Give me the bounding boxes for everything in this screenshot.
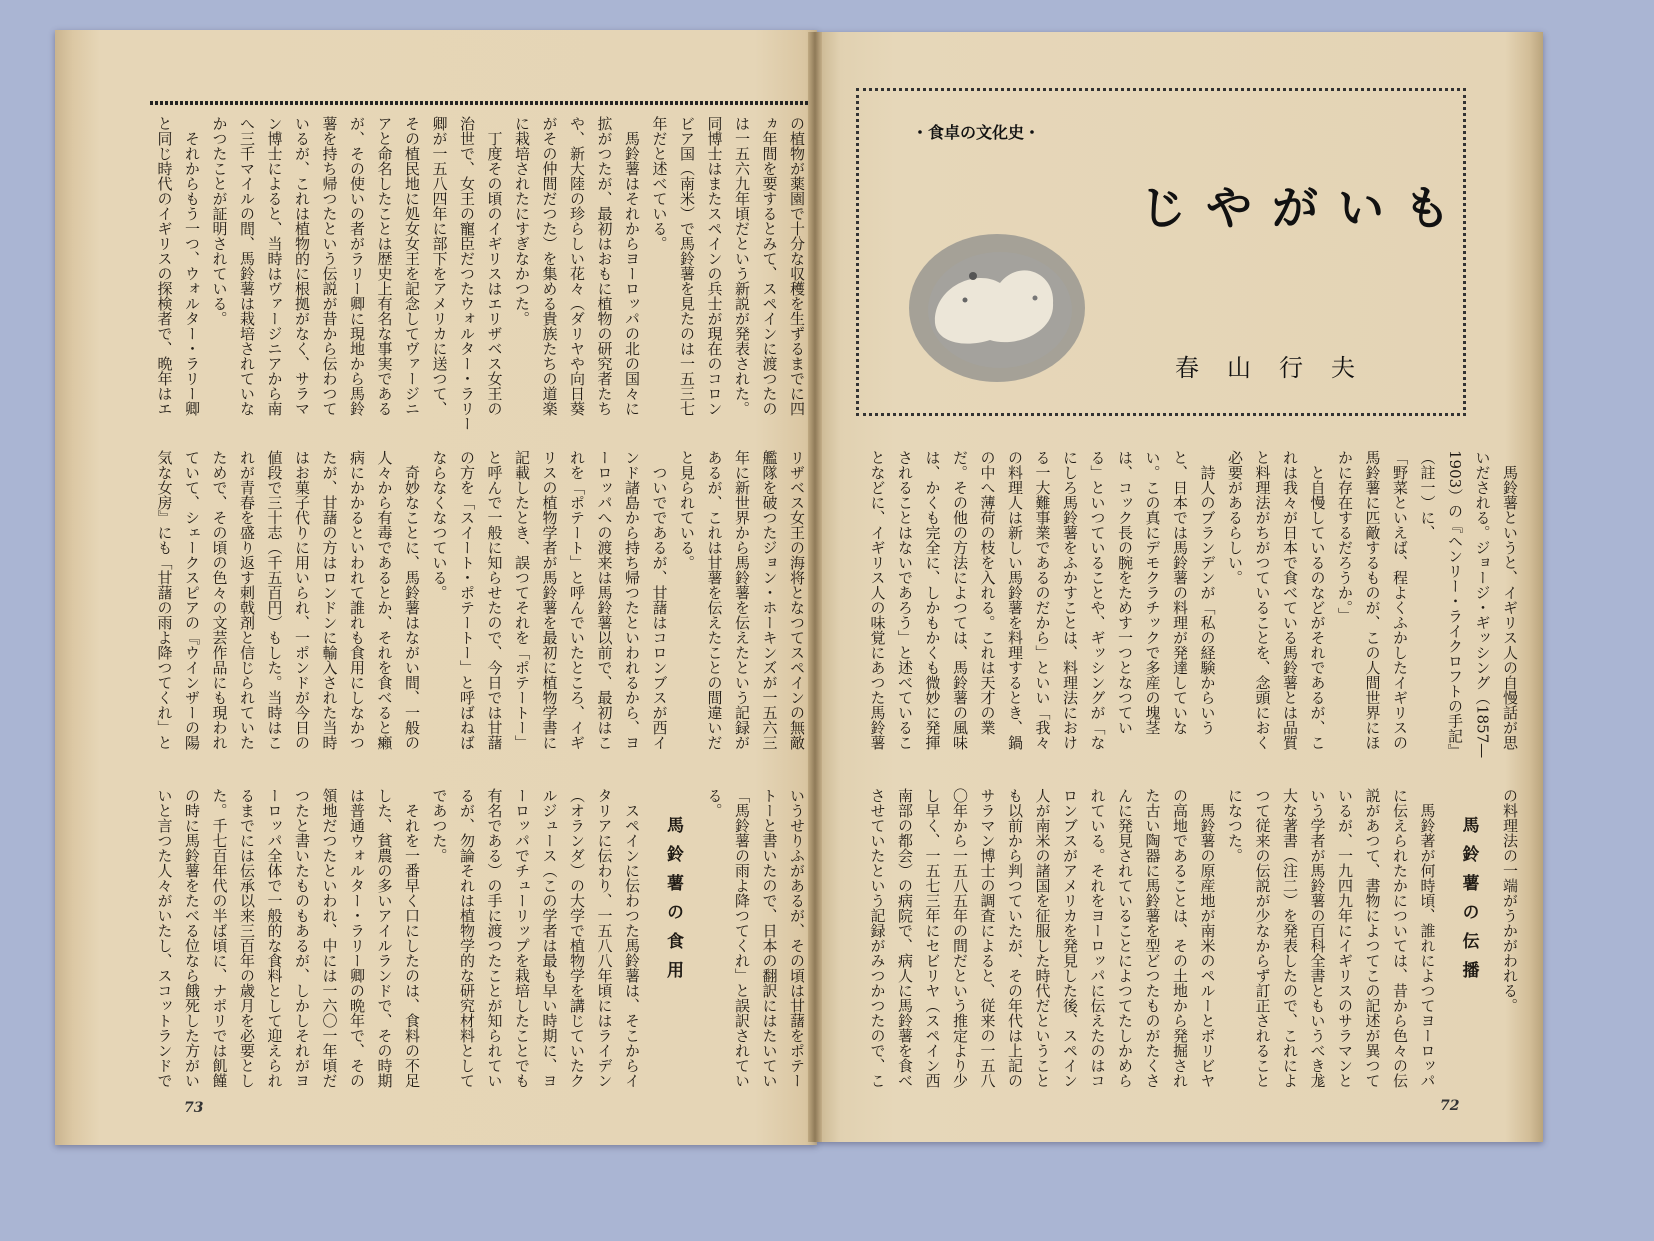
text-column: も以前から判つていたが、その年代は上記の [1006, 788, 1024, 1088]
text-column: い。この真にデモクラチックで多産の塊茎 [1143, 450, 1162, 735]
text-column: るまでには伝承以来三百年の歳月を必要とし [238, 788, 256, 1088]
text-column: 〇年から一五八五年の間だという推定より少 [951, 788, 969, 1088]
text-column: だ。その他の方法によつては、馬鈴薯の風味 [951, 450, 969, 750]
text-column: ーロッパへの渡来は馬鈴薯以前で、最初はこ [595, 450, 614, 750]
left-middle-text [148, 450, 810, 780]
text-column: の料理法の一端がうかがわれる。 [1501, 788, 1519, 1013]
text-column: ーロッパでチューリップを栽培したことでも [513, 788, 531, 1088]
text-column: に栽培されたにすぎなかつた。 [513, 116, 531, 326]
text-column: れは我々が日本で食べている馬鈴薯とは品質 [1281, 450, 1299, 750]
text-column: る。 [705, 788, 724, 818]
text-column: （オランダ）の大学で植物学を講じていたク [568, 788, 586, 1088]
text-column: いと言つた人々がいたし、スコットランドで [155, 788, 174, 1088]
potato-illustration [905, 228, 1090, 388]
text-column: リスの植物学者が馬鈴薯を最初に植物学書に [540, 450, 559, 750]
text-column: ていて、シェークスピアの『ウインザーの陽 [183, 450, 201, 750]
text-column: 年に新世界から馬鈴薯を伝えたという記録が [733, 450, 751, 750]
text-column: あるが、これは甘薯を伝えたことの間違いだ [705, 450, 724, 750]
text-column: れを「ポテート」と呼んでいたところ、イギ [568, 450, 586, 750]
text-column: 大な著書（注二）を発表したので、これによ [1281, 788, 1299, 1088]
text-column: はお菓子代りに用いられ、一ポンドが今日の [293, 450, 311, 750]
text-column: タリアに伝わり、一五八八年頃にはライデン [595, 788, 614, 1088]
right-middle-text [855, 450, 1523, 780]
text-column: つたと書いたものもあるが、しかしそれがヨ [293, 788, 311, 1088]
text-column: 奇妙なことに、馬鈴薯はながい間、一般の [403, 450, 421, 750]
text-column: いるが、一九四九年にイギリスのサラマンと [1336, 788, 1354, 1088]
author-name: 春山行夫 [1175, 354, 1383, 382]
text-column: や、新大陸の珍らしい花々（ダリヤや向日葵 [568, 116, 586, 416]
text-column: アと命名したことは歴史上有名な事実である [375, 116, 394, 416]
text-column: と呼んで一般に知らせたので、今日では甘藷 [485, 450, 504, 750]
text-column: と同じ時代のイギリスの探検者で、晩年はエ [155, 116, 174, 416]
text-column: ビア国（南米）で馬鈴薯を見たのは一五三七 [678, 116, 696, 416]
text-column: かつたことが証明されている。 [210, 116, 229, 326]
text-column: 記載したとき、誤つてそれを「ポテートー」 [513, 450, 531, 750]
text-column: 領地だつたといわれ、中には一六〇一年頃だ [320, 788, 339, 1088]
text-column: に伝えられたかについては、昔から色々の伝 [1391, 788, 1409, 1088]
text-column: と料理法がちがつていることを、念頭におく [1253, 450, 1272, 750]
text-column: た古い陶器に馬鈴薯を型どつたものがたくさ [1143, 788, 1162, 1088]
text-column: が、その使いの者がラリー卿に現地から馬鈴 [348, 116, 366, 416]
text-column: 人々から有毒であるとか、それを食べると癩 [375, 450, 394, 750]
text-column: 有名である）の手に渡つたことが知られてい [485, 788, 504, 1088]
text-column: る」といつていることや、ギッシングが「な [1088, 450, 1107, 750]
text-column: されることはないであろう」と述べているこ [896, 450, 914, 750]
text-column: は、かくも完全に、しかもかくも微妙に発揮 [923, 450, 942, 750]
section-heading: 馬鈴薯の食用 [663, 816, 683, 990]
text-column: 病にかかるといわれて誰れも食用にしなかつ [348, 450, 366, 750]
text-column: 詩人のブランデンが「私の経験からいう [1198, 450, 1217, 735]
text-column: 馬鈴薯の原産地が南米のペルーとボリビヤ [1198, 788, 1217, 1088]
text-column: がその仲間だつた）を集める貴族たちの道楽 [540, 116, 559, 416]
text-column: 拡がつたが、最初はおもに植物の研究者たち [595, 116, 614, 416]
text-column: の高地であることは、その土地から発掘され [1171, 788, 1189, 1088]
text-column: 値段で三十志（千五百円）もした。当時はこ [265, 450, 284, 750]
text-column: 艦隊を破つたジョン・ホーキンズが一五六三 [760, 450, 779, 750]
text-column: サラマン博士の調査によると、従来の一五八 [978, 788, 997, 1088]
text-column: リザベス女王の海将となつてスペインの無敵 [788, 450, 806, 750]
text-column: させていたという記録がみつかつたので、こ [868, 788, 887, 1088]
text-column: ン博士によると、当時はヴァージニアから南 [265, 116, 284, 416]
text-column: 「馬鈴薯の雨よ降つてくれ」と誤訳されてい [733, 788, 751, 1088]
section-heading: 馬鈴薯の伝播 [1458, 816, 1479, 990]
text-column: 丁度その頃のイギリスはエリザベス女王の [485, 116, 504, 416]
text-column: ーロッパ全体で一般的な食料として迎えられ [265, 788, 284, 1088]
text-column: トーと書いたので、日本の翻訳にはたいてい [760, 788, 779, 1088]
text-column: 薯を持ち帰つたという伝説が昔から伝わつて [320, 116, 339, 416]
page-number-left: 73 [184, 1100, 204, 1116]
text-column: ためで、その頃の色々の文芸作品にも現われ [210, 450, 229, 750]
text-column: たが、甘藷の方はロンドンに輸入された当時 [320, 450, 339, 750]
text-column: ヵ年間を要するとみて、スペインに渡つたの [760, 116, 779, 416]
text-column: ルジュース（この学者は最も早い時期に、ヨ [540, 788, 559, 1088]
text-column: の植物が薬園で十分な収穫を生ずるまでに四 [788, 116, 806, 416]
text-column: いう学者が馬鈴薯の百科全書ともいうべき尨 [1308, 788, 1327, 1088]
article-title: じやがいも [1140, 181, 1470, 235]
text-column: と、日本では馬鈴薯の料理が発達していな [1171, 450, 1189, 735]
text-column: 卿が一五八四年に部下をアメリカに送つて、 [430, 116, 449, 416]
text-column: であつた。 [430, 788, 449, 863]
text-column: 同博士はまたスペインの兵士が現在のコロン [705, 116, 724, 416]
text-column: へ三千マイルの間、馬鈴薯は栽培されていな [238, 116, 256, 416]
text-column: 人が南米の諸国を征服した時代だということ [1033, 788, 1052, 1088]
text-column: 説があつて、書物によつてこの記述が異つて [1363, 788, 1382, 1088]
text-column: つて従来の伝説が少なからず訂正されること [1253, 788, 1272, 1088]
text-column: 「野菜といえば、程よくふかしたイギリスの [1391, 450, 1409, 750]
text-column: ンド諸島から持ち帰つたといわれるから、ヨ [623, 450, 641, 750]
text-column: それを一番早く口にしたのは、食料の不足 [403, 788, 421, 1088]
text-column: んに発見されていることによつてたしかめら [1116, 788, 1134, 1088]
text-column: 馬鈴著が何時頃、誰れによつてヨーロッパ [1418, 788, 1437, 1088]
text-column: ならなくなつている。 [430, 450, 449, 600]
text-column: れが青春を盛り返す刺戟剤と信じられていた [238, 450, 256, 750]
text-column: は、コック長の腕をためす一つとなつてい [1116, 450, 1134, 735]
text-column: にしろ馬鈴薯をふかすことは、料理法におけ [1061, 450, 1079, 750]
text-column: （註一）に、 [1418, 450, 1437, 540]
series-label: ・食卓の文化史・ [912, 123, 1041, 142]
text-column: ロンブスがアメリカを発見した後、スペイン [1061, 788, 1079, 1088]
text-column: 馬鈴薯に匹敵するものが、この人間世界にほ [1363, 450, 1382, 750]
text-column: になつた。 [1226, 788, 1244, 863]
text-column: ついでであるが、甘藷はコロンブスが西イ [650, 450, 669, 750]
text-column: 1903）の『ヘンリー・ライクロフトの手記』 [1446, 450, 1464, 759]
text-column: 治世で、女王の寵臣だつたウォルター・ラリー [458, 116, 476, 431]
text-column: は一五六九年頃だという新説が発表された。 [733, 116, 751, 416]
text-column: いだされる。ジョージ・ギッシング（1857— [1473, 450, 1492, 759]
text-column: いるが、これは植物的に根拠がなく、サラマ [293, 116, 311, 416]
text-column: となどに、イギリス人の味覚にあつた馬鈴薯 [868, 450, 887, 750]
text-column: と自慢しているのなどがそれであるが、こ [1308, 450, 1327, 750]
text-column: る一大難事業であるのだから」といい「我々 [1033, 450, 1052, 750]
text-column: は普通ウォルター・ラリー卿の晩年で、その [348, 788, 366, 1088]
text-column: 気な女房』にも「甘藷の雨よ降つてくれ」と [155, 450, 174, 750]
dotted-rule [150, 101, 808, 105]
right-bottom-text [855, 788, 1523, 1088]
text-column: の料理人は新しい馬鈴薯を料理するとき、鍋 [1006, 450, 1024, 750]
text-column: 南部の都会）の病院で、病人に馬鈴薯を食べ [896, 788, 914, 1088]
text-column: の方を「スイート・ポテートー」と呼ばねば [458, 450, 476, 750]
text-column: 必要があるらしい。 [1226, 450, 1244, 585]
text-column: 年だと述べている。 [650, 116, 669, 251]
text-column: と見られている。 [678, 450, 696, 570]
book-gutter [808, 32, 822, 1142]
text-column: れている。それをヨーロッパに伝えたのはコ [1088, 788, 1107, 1088]
text-column: かに存在するだろうか。」 [1336, 450, 1354, 623]
text-column: スペインに伝わつた馬鈴薯は、そこからイ [623, 788, 641, 1088]
text-column: た。千七百年代の半ば頃に、ナポリでは飢饉 [210, 788, 229, 1088]
text-column: の時に馬鈴薯をたべる位なら餓死した方がい [183, 788, 201, 1088]
text-column: の中へ薄荷の枝を入れる。これは天才の業 [978, 450, 997, 735]
text-column: した、貧農の多いアイルランドで、その時期 [375, 788, 394, 1088]
text-column: いうせりふがあるが、その頃は甘藷をポテー [788, 788, 806, 1088]
text-column: 馬鈴薯はそれからヨーロッパの北の国々に [623, 116, 641, 416]
text-column: それからもう一つ、ウォルター・ラリー卿 [183, 116, 201, 416]
text-column: るが、勿論それは植物学的な研究材料として [458, 788, 476, 1088]
page-number-right: 72 [1440, 1098, 1460, 1114]
text-column: 馬鈴薯というと、イギリス人の自慢話が思 [1501, 450, 1519, 750]
text-column: その植民地に処女女王を記念してヴァージニ [403, 116, 421, 416]
left-top-text [148, 116, 810, 441]
text-column: し早く、一五七三年にセビリヤ（スペイン西 [923, 788, 942, 1088]
left-bottom-text [148, 788, 810, 1088]
